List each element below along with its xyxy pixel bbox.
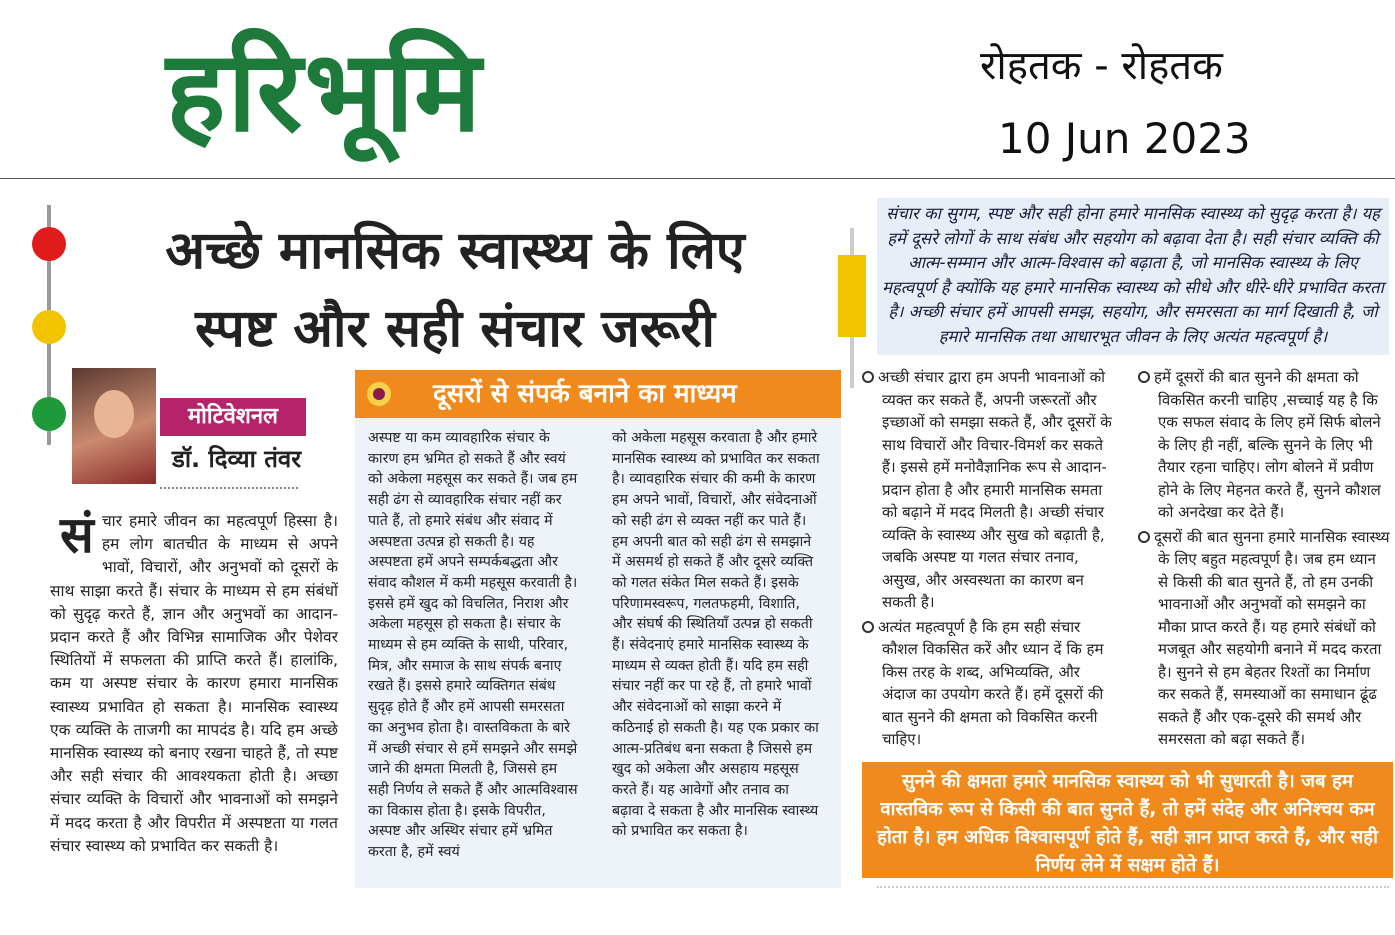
intro-column <box>50 505 338 858</box>
masthead <box>0 0 1395 179</box>
bullet-icon <box>1138 371 1150 383</box>
section-banner <box>355 370 841 418</box>
red-dot-icon <box>32 227 66 261</box>
article-headline <box>90 212 820 368</box>
bullet-icon <box>1138 531 1150 543</box>
bullet-item: अच्छी संचार द्वारा हम अपनी भावनाओं को व्यक्त कर सकते हैं, अपनी जरूरतों और इच्छाओं को समझा सकते हैं, और दूसरों के साथ विचारों और विचार-विमर्श कर सकते हैं। इससे हमें मनोवैज्ञानिक रूप से आदान-प्रदान होता है और हमारी मानसिक समता को बढ़ाने में मदद मिलती है। अच्छी संचार व्यक्ति के स्वास्थ्य और सुख को बढ़ाती है, जबकि अस्पष्ट या गलत संचार तनाव, असुख, और अस्वस्थता का कारण बन सकती है। <box>862 366 1112 614</box>
bullet-item: अत्यंत महत्वपूर्ण है कि हम सही संचार कौशल विकसित करें और ध्यान दें कि हम किस तरह के शब्द, अभिव्यक्ति, और अंदाज का उपयोग करते हैं। हमें दूसरों की बात सुनने की क्षमता को विकसित करनी चाहिए। <box>862 616 1112 751</box>
newspaper-logo: हरिभूमि <box>166 26 484 157</box>
bullet-icon <box>862 621 874 633</box>
intro-text: चार हमारे जीवन का महत्वपूर्ण हिस्सा है। हम लोग बातचीत के माध्यम से अपने भावों, विचारों, और अनुभवों को दूसरों के साथ साझा करते हैं। संचार के माध्यम से हम संबंधों को सुदृढ़ करते हैं, ज्ञान और अनुभवों का आदान-प्रदान करते हैं और विभिन्न सामाजिक और पेशेवर स्थितियों में सफलता की प्राप्ति करते हैं। हालांकि, कम या अस्पष्ट संचार के कारण हमारा मानसिक स्वास्थ्य प्रभावित हो सकता है। मानसिक स्वास्थ्य एक व्यक्ति के ताजगी का मापदंड है। यदि हम अच्छे मानसिक स्वास्थ्य को बनाए रखना चाहते हैं, तो स्पष्ट और सही संचार की आवश्यकता होती है। अच्छा संचार व्यक्ति के विचारों और भावनाओं को समझने में मदद करता है और विपरीत में अस्पष्टता या गलत संचार स्वास्थ्य को प्रभावित कर सकती है। <box>50 512 338 855</box>
pull-quote: संचार का सुगम, स्पष्ट और सही होना हमारे मानसिक स्वास्थ्य को सुदृढ़ करता है। यह हमें दूसरे लोगों के साथ संबंध और सहयोग को बढ़ावा देता है। सही संचार व्यक्ति की आत्म-सम्मान और आत्म-विश्वास को बढ़ाता है, जो मानसिक स्वास्थ्य के लिए महत्वपूर्ण है क्योंकि यह हमारे मानसिक स्वास्थ्य को सीधे और धीरे-धीरे प्रभावित करता है। अच्छी संचार हमें आपसी समझ, सहयोग, और समरसता का मार्ग दिखाती है, जो हमारे मानसिक तथा आधारभूत जीवन के लिए अत्यंत महत्वपूर्ण है। <box>877 198 1389 355</box>
author-face-icon <box>94 390 134 438</box>
section-banner-title: दूसरों से संपर्क बनाने का माध्यम <box>433 379 737 409</box>
category-tag: मोटिवेशनल <box>160 398 306 436</box>
byline-divider <box>160 487 298 489</box>
green-dot-icon <box>32 397 66 431</box>
drop-cap: सं <box>60 505 94 564</box>
edition-date: 10 Jun 2023 <box>998 114 1251 163</box>
yellow-dot-icon <box>32 310 66 344</box>
bullet-icon <box>862 371 874 383</box>
highlight-box: सुनने की क्षमता हमारे मानसिक स्वास्थ्य को भी सुधारती है। जब हम वास्तविक रूप से किसी की बात सुनते हैं, तो हमें संदेह और अनिश्चय कम होता है। हम अधिक विश्वासपूर्ण होते हैं, सही ज्ञान प्राप्त करते हैं, और सही निर्णय लेने में सक्षम होते हैं। <box>862 762 1393 878</box>
yellow-accent-bar <box>838 255 866 337</box>
section-column-2: को अकेला महसूस करवाता है और हमारे मानसिक स्वास्थ्य को प्रभावित कर सकता है। व्यावहारिक संचार की कमी के कारण हम अपने भावों, विचारों, और संवेदनाओं को सही ढंग से व्यक्त नहीं कर पाते हैं। हम अपनी बात को सही ढंग से समझाने में असमर्थ हो सकते हैं और दूसरे व्यक्ति को गलत संकेत मिल सकते हैं। इसके परिणामस्वरूप, गलतफहमी, विशाति, और संघर्ष की स्थितियाँ उत्पन्न हो सकती हैं। संवेदनाएं हमारे मानसिक स्वास्थ्य के माध्यम से व्यक्त होती हैं। यदि हम सही संचार नहीं कर पा रहे हैं, तो हमारे भावों और संवेदनाओं को साझा करने में कठिनाई हो सकती है। यह एक प्रकार का आत्म-प्रतिबंध बना सकता है जिससे हम खुद को अकेला और असहाय महसूस करते हैं। यह आवेगों और तनाव का बढ़ावा दे सकता है और मानसिक स्वास्थ्य को प्रभावित कर सकता है। <box>612 430 820 840</box>
headline-line-2: स्पष्ट और सही संचार जरूरी <box>195 298 715 359</box>
headline-line-1: अच्छे मानसिक स्वास्थ्य के लिए <box>165 220 745 281</box>
section-column-1: अस्पष्ट या कम व्यावहारिक संचार के कारण हम भ्रमित हो सकते हैं और स्वयं को अकेला महसूस कर सकते हैं। जब हम सही ढंग से व्यावहारिक संचार नहीं कर पाते हैं, तो हमारे संबंध और संवाद में अस्पष्टता उत्पन्न हो सकती है। यह अस्पष्टता हमें अपने सम्पर्कबद्धता और संवाद कौशल में कमी महसूस करवाती है। इससे हमें खुद को विचलित, निराश और अकेला महसूस हो सकता है। संचार के माध्यम से हम व्यक्ति के साथी, परिवार, मित्र, और समाज के साथ संपर्क बनाए रखते हैं। इससे हमारे व्यक्तिगत संबंध सुदृढ़ होते हैं और हमें आपसी समरसता का अनुभव होता है। वास्तविकता के बारे में अच्छी संचार से हमें समझने और समझे जाने की क्षमता मिलती है, जिससे हम सही निर्णय ले सकते हैं और आत्मविश्वास का विकास होता है। इसके विपरीत, अस्पष्ट और अस्थिर संचार हमें भ्रमित करता है, हमें स्वयं <box>368 430 578 861</box>
bullet-column-right <box>1138 366 1390 753</box>
bullet-column-left <box>862 366 1112 753</box>
traffic-dots-decoration <box>30 205 68 445</box>
bullet-item: दूसरों की बात सुनना हमारे मानसिक स्वास्थ्य के लिए बहुत महत्वपूर्ण है। जब हम ध्यान से किसी की बात सुनते हैं, तो हम उनकी भावनाओं और अनुभवों को समझने का मौका प्राप्त करते हैं। यह हमारे संबंधों को मजबूत और सहयोगी बनाने में मदद करता है। सुनने से हम बेहतर रिश्तों का निर्माण कर सकते हैं, समस्याओं का समाधान ढूंढ सकते हैं और एक-दूसरे की समर्थ और समरसता को बढ़ा सकते हैं। <box>1138 526 1390 751</box>
author-name: डॉ. दिव्या तंवर <box>172 445 302 473</box>
banner-bullet-icon <box>367 382 391 406</box>
edition-location: रोहतक - रोहतक <box>980 43 1223 89</box>
author-photo <box>72 368 156 484</box>
bottom-divider <box>877 886 1389 888</box>
bullet-item: हमें दूसरों की बात सुनने की क्षमता को विकसित करनी चाहिए ,सच्चाई यह है कि एक सफल संवाद के लिए हमें सिर्फ बोलने के लिए ही नहीं, बल्कि सुनने के लिए भी तैयार रहना चाहिए। लोग बोलने में प्रवीण होने के लिए मेहनत करते हैं, सुनने कौशल को अनदेखा कर देते हैं। <box>1138 366 1390 524</box>
